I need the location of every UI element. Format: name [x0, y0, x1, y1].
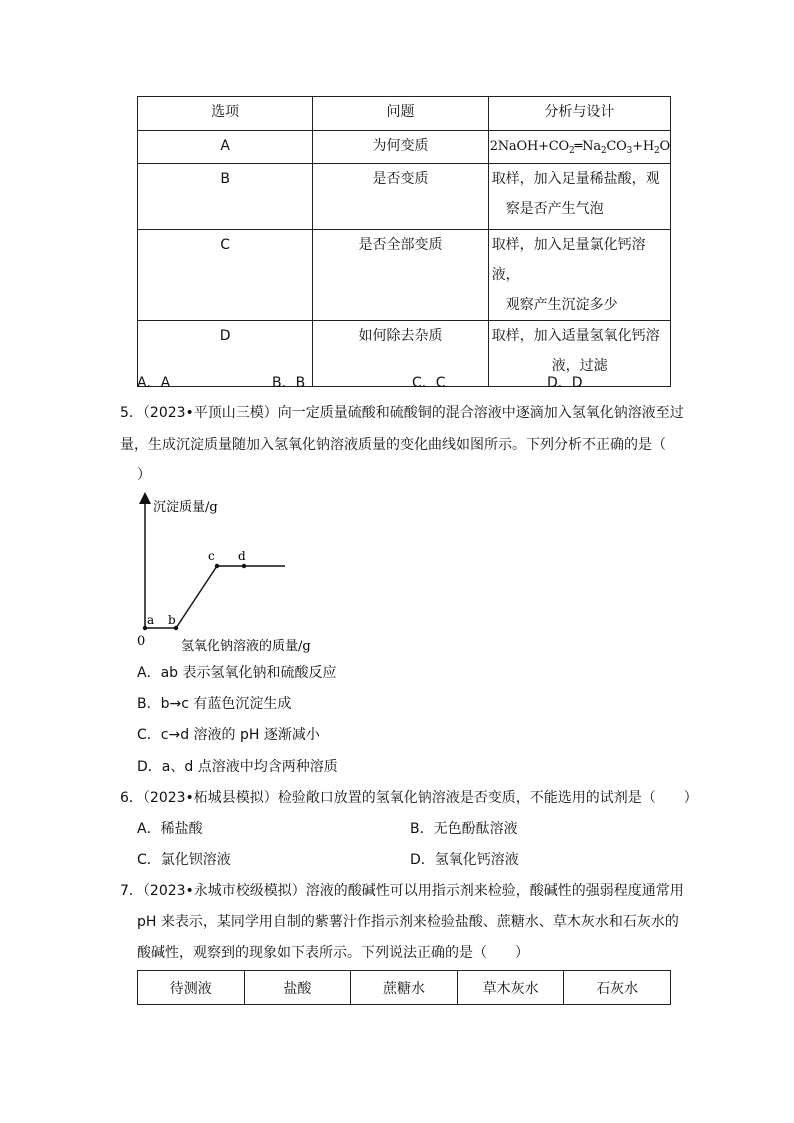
- table-cell-option: D: [138, 321, 313, 387]
- origin-label: 0: [137, 634, 146, 649]
- table-cell-analysis: 取样，加入适量氢氧化钙溶 液，过滤: [488, 321, 670, 387]
- question-7-stem: 7．（2023•永城市校级模拟）溶液的酸碱性可以用指示剂来检验，酸碱性的强弱程度通常用: [120, 883, 684, 899]
- x-axis-label: 氢氧化钠溶液的质量/g: [181, 639, 311, 654]
- point-d: [242, 564, 246, 568]
- point-a-label: a: [147, 613, 155, 627]
- choice-b: B．b→c 有蓝色沉淀生成: [137, 696, 292, 712]
- table-header: 草木灰水: [457, 971, 564, 1005]
- table-header: 分析与设计: [488, 97, 670, 131]
- table-header: 待测液: [138, 971, 245, 1005]
- table-header: 蔗糖水: [351, 971, 458, 1005]
- point-d-label: d: [238, 549, 246, 563]
- indicator-table: [137, 970, 671, 1005]
- choice-b: B．无色酚酞溶液: [410, 821, 518, 837]
- table-header: 石灰水: [564, 971, 671, 1005]
- point-b-label: b: [168, 613, 176, 627]
- table-cell-question: 是否全部变质: [313, 230, 488, 321]
- options-table: [137, 96, 671, 387]
- choice-a: A．ab 表示氢氧化钠和硫酸反应: [137, 665, 337, 681]
- table-header: 盐酸: [244, 971, 351, 1005]
- choice-a: A．A: [137, 375, 171, 391]
- choice-d: D．D: [547, 375, 583, 391]
- question-7-stem-line3: 酸碱性，观察到的现象如下表所示。下列说法正确的是（ ）: [137, 945, 529, 961]
- choice-c: C．C: [412, 375, 446, 391]
- precipitate-curve: [145, 566, 285, 628]
- question-5-stem-line3: ）: [137, 467, 151, 483]
- point-c-label: c: [208, 549, 215, 563]
- point-c: [215, 564, 219, 568]
- table-cell-analysis: [488, 131, 670, 164]
- table-header: 选项: [138, 97, 313, 131]
- precipitate-graph: [125, 488, 345, 656]
- table-cell-option: C: [138, 230, 313, 321]
- question-5-stem: 5．（2023•平顶山三模）向一定质量硫酸和硫酸铜的混合溶液中逐滴加入氢氧化钠溶液至过: [120, 405, 684, 421]
- question-6-stem: 6．（2023•柘城县模拟）检验敞口放置的氢氧化钠溶液是否变质，不能选用的试剂是（ ）: [120, 790, 698, 806]
- choice-d: D．a、d 点溶液中均含两种溶质: [137, 759, 338, 775]
- choice-d: D．氢氧化钙溶液: [410, 852, 519, 868]
- table-cell-question: 是否变质: [313, 164, 488, 230]
- y-axis-label: 沉淀质量/g: [153, 500, 218, 515]
- table-cell-option: B: [138, 164, 313, 230]
- question-7-stem-line2: pH 来表示，某同学用自制的紫薯汁作指示剂来检验盐酸、蔗糖水、草木灰水和石灰水的: [137, 914, 679, 930]
- table-cell-analysis: 取样，加入足量稀盐酸，观 察是否产生气泡: [488, 164, 670, 230]
- question-5-stem-line2: 量，生成沉淀质量随加入氢氧化钠溶液质量的变化曲线如图所示。下列分析不正确的是（: [120, 437, 666, 453]
- choice-c: C．氯化钡溶液: [137, 852, 231, 868]
- table-cell-option: A: [138, 131, 313, 164]
- choice-b: B．B: [272, 375, 306, 391]
- choice-c: C．c→d 溶液的 pH 逐渐减小: [137, 727, 320, 743]
- table-cell-question: 如何除去杂质: [313, 321, 488, 387]
- table-cell-analysis: 取样，加入足量氯化钙溶液， 观察产生沉淀多少: [488, 230, 670, 321]
- table-header: 问题: [313, 97, 488, 131]
- chemical-equation: $2NaOH+CO_2═Na_2CO_3+H_2O$: [489, 139, 670, 156]
- table-cell-question: 为何变质: [313, 131, 488, 164]
- choice-a: A．稀盐酸: [137, 821, 203, 837]
